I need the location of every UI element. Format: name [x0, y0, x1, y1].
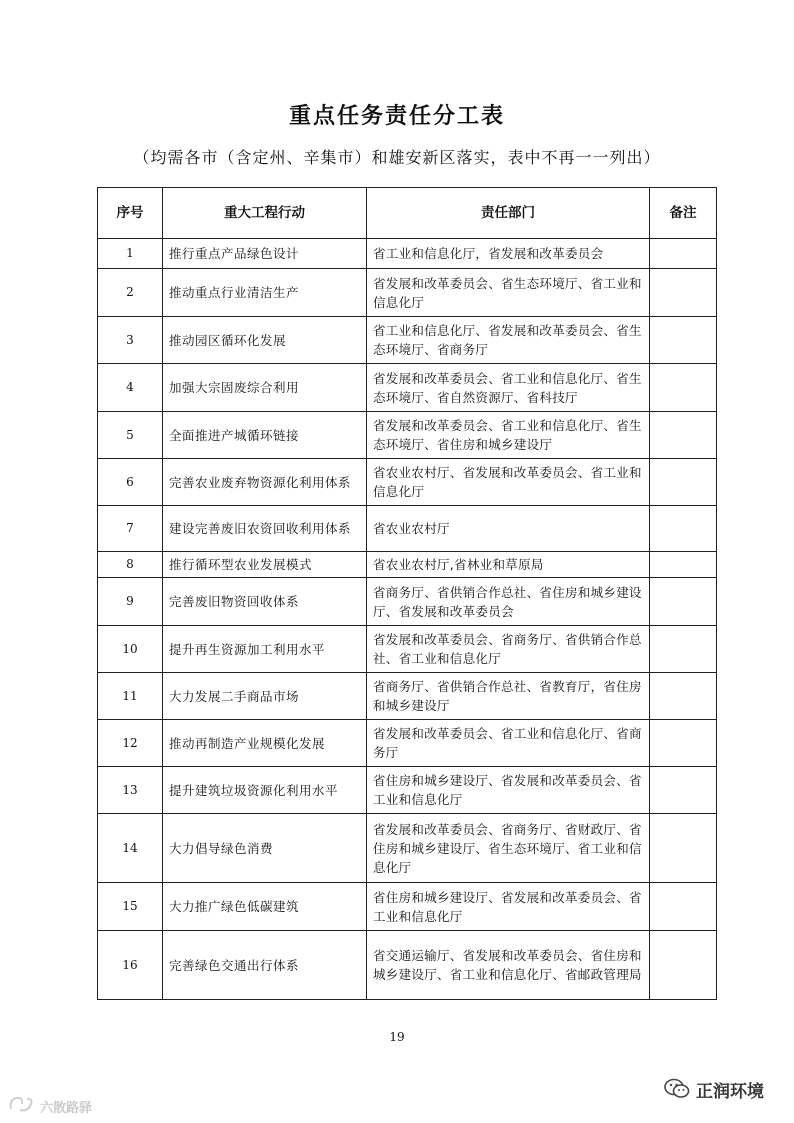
- page-number: 19: [389, 1030, 405, 1044]
- row-action: 推行循环型农业发展模式: [163, 552, 367, 578]
- row-no: 12: [98, 720, 163, 767]
- table-row: [98, 459, 717, 506]
- row-action: 推动重点行业清洁生产: [163, 269, 367, 317]
- row-dept: 省商务厅、省供销合作总社、省教育厅，省住房和城乡建设厅: [367, 673, 650, 720]
- row-no: 11: [98, 673, 163, 720]
- row-note: [650, 814, 717, 883]
- row-no: 4: [98, 364, 163, 412]
- task-table: [97, 187, 717, 1000]
- row-no: 16: [98, 931, 163, 1000]
- row-note: [650, 931, 717, 1000]
- table-row: [98, 626, 717, 673]
- table-row: [98, 269, 717, 317]
- table-row: [98, 814, 717, 883]
- row-action: 完善绿色交通出行体系: [163, 931, 367, 1000]
- row-no: 6: [98, 459, 163, 506]
- table-row: [98, 317, 717, 364]
- row-note: [650, 269, 717, 317]
- row-no: 1: [98, 239, 163, 269]
- table-row: [98, 578, 717, 626]
- row-note: [650, 459, 717, 506]
- page-title: 重点任务责任分工表: [288, 104, 505, 129]
- row-action: 提升再生资源加工利用水平: [163, 626, 367, 673]
- row-dept: 省工业和信息化厅，省发展和改革委员会: [367, 239, 650, 269]
- header-note: 备注: [650, 188, 717, 239]
- table-row: [98, 412, 717, 459]
- row-note: [650, 239, 717, 269]
- table-row: [98, 239, 717, 269]
- row-action: 大力倡导绿色消费: [163, 814, 367, 883]
- row-dept: 省住房和城乡建设厅、省发展和改革委员会、省工业和信息化厅: [367, 767, 650, 814]
- row-dept: 省发展和改革委员会、省商务厅、省财政厅、省住房和城乡建设厅、省生态环境厅、省工业和信息化厅: [367, 814, 650, 883]
- row-note: [650, 364, 717, 412]
- row-note: [650, 317, 717, 364]
- table-row: [98, 673, 717, 720]
- row-note: [650, 720, 717, 767]
- row-no: 7: [98, 506, 163, 552]
- brand-name: 正润环境: [696, 1081, 764, 1102]
- row-no: 10: [98, 626, 163, 673]
- table-row: [98, 720, 717, 767]
- row-action: 大力发展二手商品市场: [163, 673, 367, 720]
- row-dept: 省工业和信息化厅、省发展和改革委员会、省生态环境厅、省商务厅: [367, 317, 650, 364]
- table-row: [98, 364, 717, 412]
- brand-mark: [664, 1077, 764, 1101]
- watermark: [8, 1096, 92, 1116]
- watermark-logo-icon: [8, 1095, 36, 1117]
- table-row: [98, 552, 717, 578]
- row-action: 完善农业废弃物资源化利用体系: [163, 459, 367, 506]
- row-no: 15: [98, 883, 163, 931]
- row-action: 加强大宗固废综合利用: [163, 364, 367, 412]
- row-note: [650, 767, 717, 814]
- table-row: [98, 883, 717, 931]
- row-action: 提升建筑垃圾资源化利用水平: [163, 767, 367, 814]
- row-no: 8: [98, 552, 163, 578]
- row-note: [650, 552, 717, 578]
- row-no: 3: [98, 317, 163, 364]
- row-no: 14: [98, 814, 163, 883]
- row-action: 建设完善废旧农资回收利用体系: [163, 506, 367, 552]
- row-note: [650, 673, 717, 720]
- row-action: 推行重点产品绿色设计: [163, 239, 367, 269]
- row-note: [650, 883, 717, 931]
- row-action: 全面推进产城循环链接: [163, 412, 367, 459]
- row-dept: 省农业农村厅: [367, 506, 650, 552]
- row-note: [650, 412, 717, 459]
- page-subtitle: （均需各市（含定州、辛集市）和雄安新区落实，表中不再一一列出）: [133, 148, 661, 167]
- header-no: 序号: [98, 188, 163, 239]
- row-dept: 省住房和城乡建设厅、省发展和改革委员会、省工业和信息化厅: [367, 883, 650, 931]
- row-note: [650, 578, 717, 626]
- row-no: 2: [98, 269, 163, 317]
- header-dept: 责任部门: [367, 188, 650, 239]
- row-no: 5: [98, 412, 163, 459]
- row-dept: 省农业农村厅、省发展和改革委员会、省工业和信息化厅: [367, 459, 650, 506]
- row-dept: 省发展和改革委员会、省工业和信息化厅、省生态环境厅、省住房和城乡建设厅: [367, 412, 650, 459]
- row-dept: 省交通运输厅、省发展和改革委员会、省住房和城乡建设厅、省工业和信息化厅、省邮政管理局: [367, 931, 650, 1000]
- row-dept: 省发展和改革委员会、省生态环境厅、省工业和信息化厅: [367, 269, 650, 317]
- row-dept: 省农业农村厅,省林业和草原局: [367, 552, 650, 578]
- row-no: 9: [98, 578, 163, 626]
- row-dept: 省发展和改革委员会、省工业和信息化厅、省生态环境厅、省自然资源厅、省科技厅: [367, 364, 650, 412]
- row-dept: 省发展和改革委员会、省商务厅、省供销合作总社、省工业和信息化厅: [367, 626, 650, 673]
- row-action: 大力推广绿色低碳建筑: [163, 883, 367, 931]
- watermark-text: 六散路驿: [40, 1100, 93, 1116]
- table-row: [98, 506, 717, 552]
- row-action: 完善废旧物资回收体系: [163, 578, 367, 626]
- table-row: [98, 931, 717, 1000]
- row-note: [650, 506, 717, 552]
- header-action: 重大工程行动: [163, 188, 367, 239]
- row-no: 13: [98, 767, 163, 814]
- wechat-icon: [664, 1078, 690, 1100]
- table-row: [98, 767, 717, 814]
- row-dept: 省发展和改革委员会、省工业和信息化厅、省商务厅: [367, 720, 650, 767]
- row-action: 推动园区循环化发展: [163, 317, 367, 364]
- row-dept: 省商务厅、省供销合作总社、省住房和城乡建设厅、省发展和改革委员会: [367, 578, 650, 626]
- table-header-row: [98, 188, 717, 239]
- row-note: [650, 626, 717, 673]
- row-action: 推动再制造产业规模化发展: [163, 720, 367, 767]
